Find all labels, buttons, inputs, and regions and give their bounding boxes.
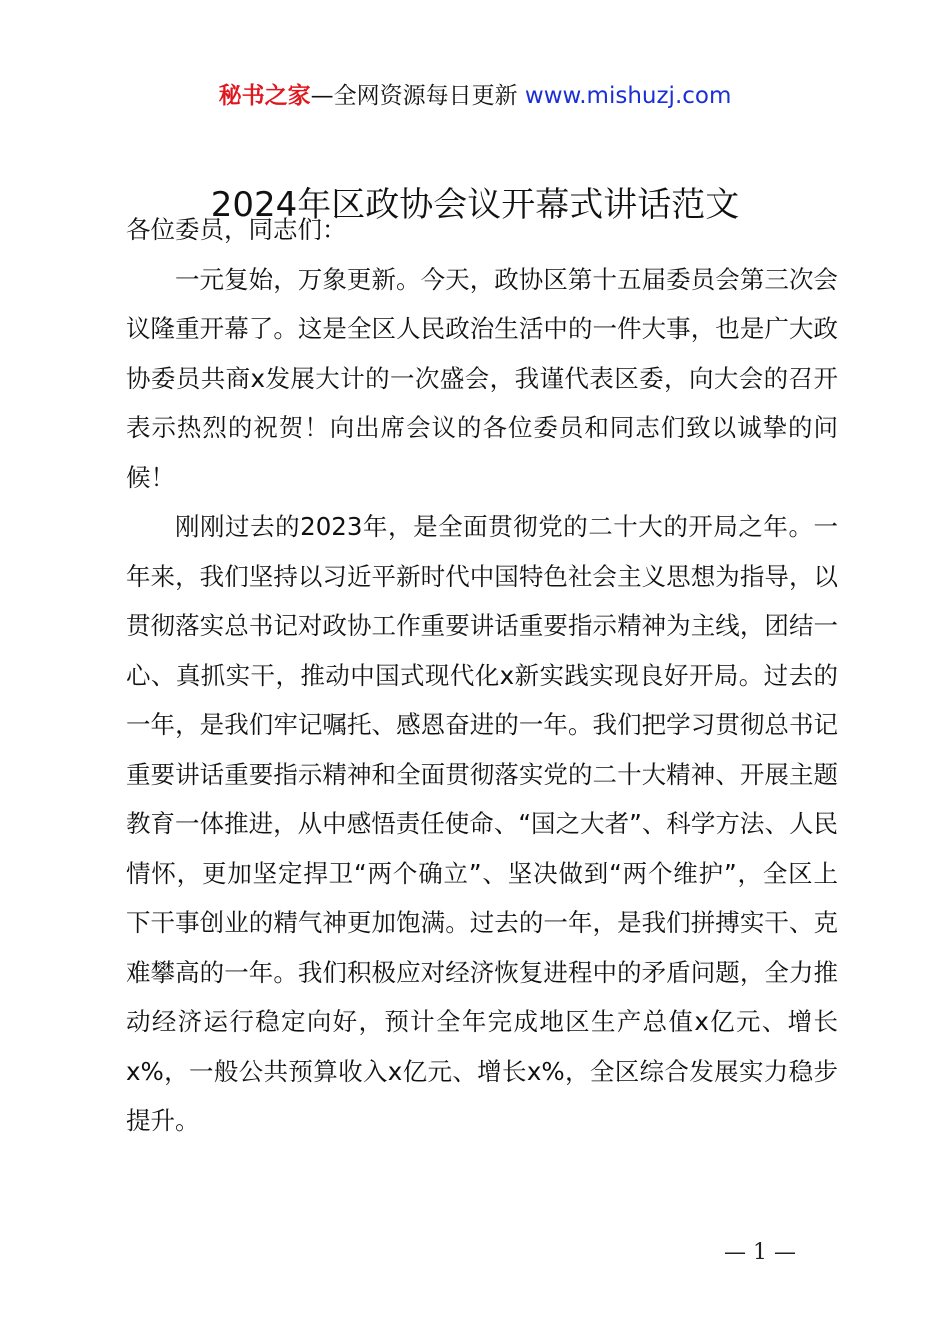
site-url-link[interactable]: www.mishuzj.com	[524, 83, 732, 109]
document-body	[126, 205, 838, 1146]
document-title: 2024年区政协会议开幕式讲话范文	[210, 185, 740, 225]
paragraph: 刚刚过去的2023年，是全面贯彻党的二十大的开局之年。一年来，我们坚持以习近平新时代中国特色社会主义思想为指导，以贯彻落实总书记对政协工作重要讲话重要指示精神为主线，团结一心、真抓实干，推动中国式现代化x新实践实现良好开局。过去的一年，是我们牢记嘱托、感恩奋进的一年。我们把学习贯彻总书记重要讲话重要指示精神和全面贯彻落实党的二十大精神、开展主题教育一体推进，从中感悟责任使命、“国之大者”、科学方法、人民情怀，更加坚定捍卫“两个确立”、坚决做到“两个维护”，全区上下干事创业的精气神更加饱满。过去的一年，是我们拼搏实干、克难攀高的一年。我们积极应对经济恢复进程中的矛盾问题，全力推动经济运行稳定向好，预计全年完成地区生产总值x亿元、增长x%，一般公共预算收入x亿元、增长x%，全区综合发展实力稳步提升。	[126, 512, 838, 1135]
header-banner	[0, 80, 950, 112]
paragraph: 一元复始，万象更新。今天，政协区第十五届委员会第三次会议隆重开幕了。这是全区人民政治生活中的一件大事，也是广大政协委员共商x发展大计的一次盛会，我谨代表区委，向大会的召开表示热烈的祝贺！向出席会议的各位委员和同志们致以诚挚的问候！	[126, 264, 838, 492]
header-slogan: —全网资源每日更新	[310, 83, 518, 109]
brand-name: 秘书之家	[218, 83, 311, 109]
salutation: 各位委员，同志们：	[126, 215, 347, 244]
page-number: — 1 —	[724, 1240, 796, 1265]
